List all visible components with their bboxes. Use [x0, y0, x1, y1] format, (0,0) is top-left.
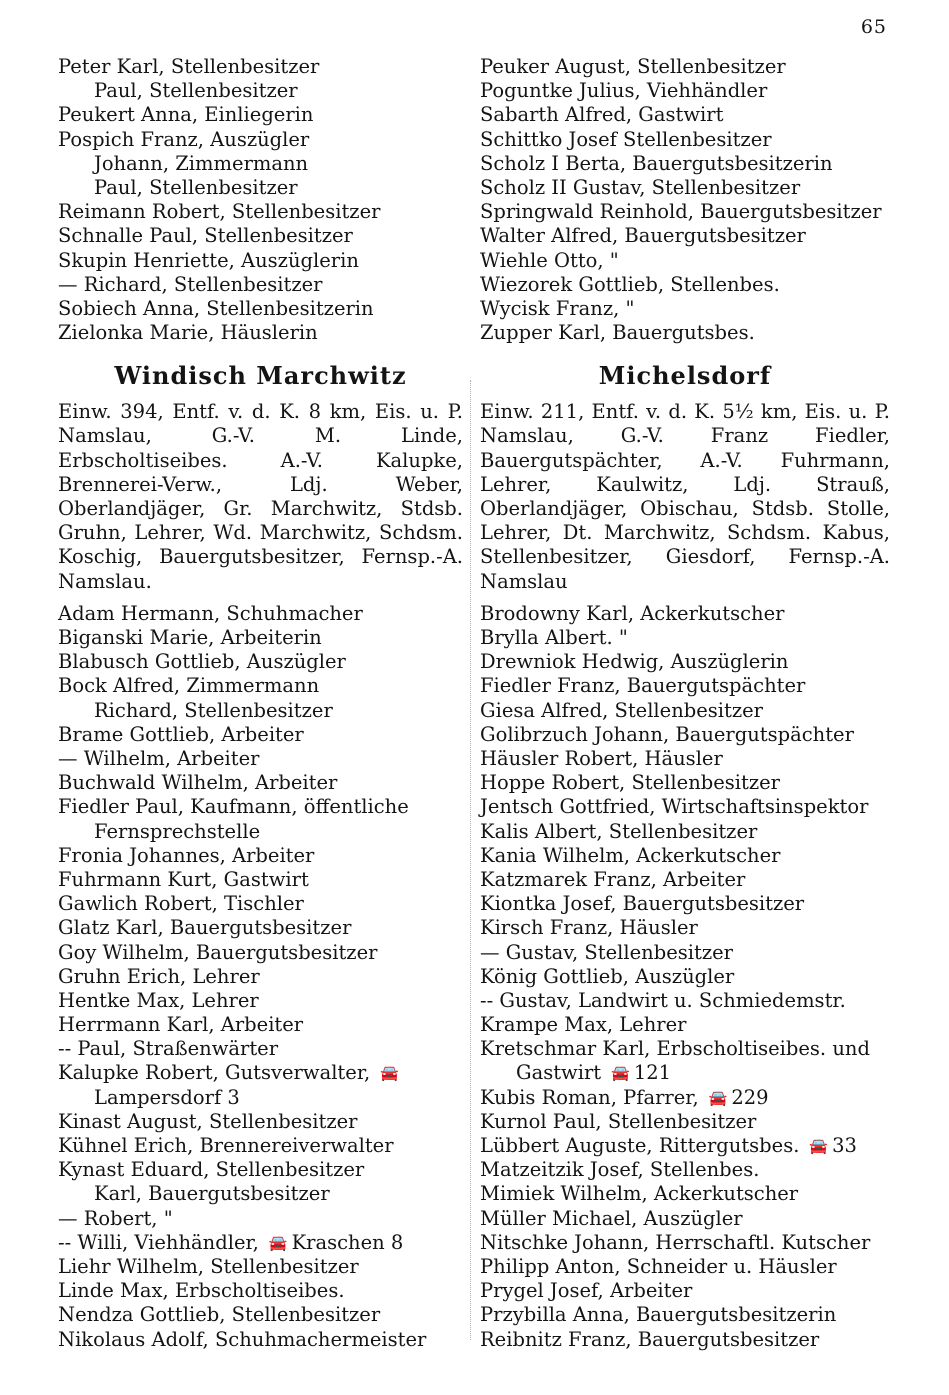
entry-text: Liehr Wilhelm, Stellenbesitzer	[58, 1254, 359, 1278]
entry-text: Katzmarek Franz, Arbeiter	[480, 867, 746, 891]
directory-entry	[58, 1037, 463, 1061]
entry-text: Przybilla Anna, Bauergutsbesitzerin	[480, 1303, 837, 1327]
directory-entry	[58, 79, 463, 103]
directory-entry	[58, 965, 463, 989]
directory-entry	[58, 1182, 463, 1206]
directory-entry	[58, 200, 463, 224]
entry-number: 121	[633, 1061, 672, 1085]
directory-entry	[480, 989, 890, 1013]
directory-entry	[480, 1013, 890, 1037]
directory-entry	[58, 795, 463, 819]
directory-entry	[480, 723, 890, 747]
directory-entry	[480, 699, 890, 723]
directory-entry	[58, 152, 463, 176]
directory-entry	[480, 321, 890, 345]
entry-text: -- Gustav, Landwirt u. Schmiedemstr.	[480, 988, 846, 1012]
left-column	[58, 55, 463, 1352]
entry-text: Reibnitz Franz, Bauergutsbesitzer	[480, 1327, 820, 1351]
entry-text: Golibrzuch Johann, Bauergutspächter	[480, 722, 854, 746]
directory-entry	[58, 771, 463, 795]
directory-entry	[58, 892, 463, 916]
entry-text: Zielonka Marie, Häuslerin	[58, 321, 318, 345]
entry-text: Sabarth Alfred, Gastwirt	[480, 103, 724, 127]
telephone-car-icon: 🚘	[708, 1088, 728, 1107]
directory-entry	[480, 1037, 890, 1061]
entry-text: Kirsch Franz, Häusler	[480, 916, 698, 940]
entry-text: Kynast Eduard, Stellenbesitzer	[58, 1158, 365, 1182]
entry-text: Fiedler Paul, Kaufmann, öffentliche	[58, 795, 409, 819]
entry-text: Fiedler Franz, Bauergutspächter	[480, 674, 806, 698]
entry-text: Scholz II Gustav, Stellenbesitzer	[480, 175, 801, 199]
directory-entry	[480, 916, 890, 940]
directory-entry	[480, 1061, 890, 1085]
directory-entry	[58, 626, 463, 650]
entry-text: Karl, Bauergutsbesitzer	[94, 1182, 330, 1206]
entry-text: Poguntke Julius, Viehhändler	[480, 79, 768, 103]
directory-entry	[480, 892, 890, 916]
village-heading-windisch-marchwitz: Windisch Marchwitz	[114, 361, 407, 391]
directory-entry	[480, 1279, 890, 1303]
michelsdorf-entry-list	[480, 602, 890, 1352]
entry-text: Müller Michael, Auszügler	[480, 1206, 743, 1230]
directory-entry	[480, 297, 890, 321]
directory-entry	[58, 1255, 463, 1279]
directory-entry	[58, 699, 463, 723]
telephone-car-icon: 🚘	[809, 1137, 829, 1155]
entry-text: Gruhn Erich, Lehrer	[58, 964, 260, 988]
directory-entry	[480, 650, 890, 674]
entry-text: Peuker August, Stellenbesitzer	[480, 55, 786, 78]
entry-text: Wycisk Franz, "	[480, 296, 635, 320]
entry-text: Kinast August, Stellenbesitzer	[58, 1109, 358, 1133]
village-intro-michelsdorf: Einw. 211, Entf. v. d. K. 5½ km, Eis. u. P. Namslau, G.-V. Franz Fiedler, Bauergutspächter, A.-V. Fuhrmann, Lehrer, Kaulwitz, Ldj. Strauß, Oberlandjäger, Obischau, Stdsb. Stolle, Lehrer, Dt. Marchwitz, Schdsm. Kabus, Stellenbesitzer, Giesdorf, Fernsp.-A. Namslau	[480, 400, 890, 593]
directory-entry	[58, 321, 463, 345]
entry-text: Reimann Robert, Stellenbesitzer	[58, 200, 381, 224]
directory-entry	[480, 965, 890, 989]
village-intro-windisch-marchwitz: Einw. 394, Entf. v. d. K. 8 km, Eis. u. P. Namslau, G.-V. M. Linde, Erbscholtiseibes. A.-V. Kalupke, Brennerei-Verw., Ldj. Weber, Oberlandjäger, Gr. Marchwitz, Stdsb. Gruhn, Lehrer, Wd. Marchwitz, Schdsm. Koschig, Bauergutsbesitzer, Fernsp.-A. Namslau.	[58, 400, 463, 593]
directory-entry	[58, 1328, 463, 1352]
entry-text: König Gottlieb, Auszügler	[480, 964, 735, 988]
entry-number: 33	[832, 1134, 857, 1157]
entry-text: -- Paul, Straßenwärter	[58, 1037, 279, 1061]
directory-entry	[480, 1255, 890, 1279]
entry-text: Brylla Albert. "	[480, 626, 628, 650]
directory-entry	[480, 1303, 890, 1327]
telephone-car-icon: 🚘	[268, 1233, 288, 1252]
entry-text: Matzeitzik Josef, Stellenbes.	[480, 1158, 760, 1182]
entry-text: Peter Karl, Stellenbesitzer	[58, 55, 320, 78]
entry-text: Johann, Zimmermann	[94, 151, 309, 175]
directory-entry	[58, 1134, 463, 1158]
directory-entry	[480, 79, 890, 103]
entry-text: Bock Alfred, Zimmermann	[58, 674, 320, 698]
entry-text: Jentsch Gottfried, Wirtschaftsinspektor	[480, 795, 869, 819]
entry-text: Mimiek Wilhelm, Ackerkutscher	[480, 1182, 799, 1206]
entry-text: Kretschmar Karl, Erbscholtiseibes. und	[480, 1037, 870, 1061]
entry-text: Paul, Stellenbesitzer	[94, 79, 298, 103]
entry-number: Kraschen 8	[291, 1230, 404, 1254]
entry-text: Fernsprechstelle	[94, 819, 261, 843]
windisch-marchwitz-entry-list	[58, 602, 463, 1352]
entry-text: Sobiech Anna, Stellenbesitzerin	[58, 296, 374, 320]
entry-text: Nikolaus Adolf, Schuhmachermeister	[58, 1327, 427, 1351]
page-number: 65	[860, 16, 887, 38]
entry-text: Wiehle Otto, "	[480, 248, 619, 272]
entry-text: Brodowny Karl, Ackerkutscher	[480, 601, 785, 625]
directory-entry	[58, 1207, 463, 1231]
directory-entry	[480, 868, 890, 892]
entry-text: Adam Hermann, Schuhmacher	[58, 601, 363, 625]
entry-text: Herrmann Karl, Arbeiter	[58, 1013, 304, 1037]
directory-entry	[58, 224, 463, 248]
directory-entry	[58, 941, 463, 965]
directory-entry	[480, 1207, 890, 1231]
directory-entry	[480, 941, 890, 965]
entry-text: Gawlich Robert, Tischler	[58, 892, 304, 916]
entry-text: Kalis Albert, Stellenbesitzer	[480, 819, 758, 843]
directory-entry	[58, 297, 463, 321]
directory-entry	[480, 1328, 890, 1352]
entry-text: Kalupke Robert, Gutsverwalter,	[58, 1061, 371, 1085]
directory-entry	[58, 55, 463, 79]
entry-text: Kühnel Erich, Brennereiverwalter	[58, 1134, 394, 1157]
telephone-car-icon: 🚘	[380, 1064, 399, 1083]
entry-text: Giesa Alfred, Stellenbesitzer	[480, 698, 764, 722]
directory-entry	[480, 103, 890, 127]
directory-entry	[58, 128, 463, 152]
right-top-entry-list	[480, 55, 890, 345]
left-top-entry-list	[58, 55, 463, 345]
directory-entry	[58, 1279, 463, 1303]
entry-text: Biganski Marie, Arbeiterin	[58, 626, 322, 650]
entry-text: Peukert Anna, Einliegerin	[58, 103, 314, 127]
directory-entry	[58, 273, 463, 297]
entry-text: Blabusch Gottlieb, Auszügler	[58, 650, 346, 674]
entry-text: — Gustav, Stellenbesitzer	[480, 940, 733, 964]
directory-entry	[58, 674, 463, 698]
directory-entry	[480, 844, 890, 868]
directory-entry	[480, 1134, 890, 1158]
entry-text: Kurnol Paul, Stellenbesitzer	[480, 1109, 757, 1133]
entry-text: Kubis Roman, Pfarrer,	[480, 1085, 699, 1109]
directory-entry	[480, 152, 890, 176]
directory-entry	[480, 176, 890, 200]
directory-entry	[480, 1086, 890, 1110]
entry-number: 229	[731, 1085, 769, 1109]
directory-entry	[58, 989, 463, 1013]
entry-text: Paul, Stellenbesitzer	[94, 175, 298, 199]
entry-text: Springwald Reinhold, Bauergutsbesitzer	[480, 200, 882, 224]
entry-text: Fronia Johannes, Arbeiter	[58, 843, 315, 867]
entry-text: Skupin Henriette, Auszüglerin	[58, 248, 359, 272]
entry-text: Zupper Karl, Bauergutsbes.	[480, 321, 755, 345]
directory-entry	[58, 103, 463, 127]
directory-entry	[58, 1231, 463, 1255]
entry-text: — Robert, "	[58, 1206, 173, 1230]
entry-text: Kania Wilhelm, Ackerkutscher	[480, 843, 781, 867]
entry-text: Häusler Robert, Häusler	[480, 747, 723, 770]
entry-text: — Richard, Stellenbesitzer	[58, 272, 323, 296]
entry-text: Nendza Gottlieb, Stellenbesitzer	[58, 1303, 381, 1327]
entry-text: Hoppe Robert, Stellenbesitzer	[480, 771, 780, 795]
entry-text: Prygel Josef, Arbeiter	[480, 1279, 693, 1303]
directory-entry	[58, 820, 463, 844]
entry-text: Krampe Max, Lehrer	[480, 1013, 687, 1037]
entry-text: Schnalle Paul, Stellenbesitzer	[58, 224, 353, 248]
entry-text: Buchwald Wilhelm, Arbeiter	[58, 771, 338, 795]
entry-text: Gastwirt	[516, 1061, 602, 1085]
column-divider	[470, 380, 472, 1340]
entry-text: Hentke Max, Lehrer	[58, 988, 259, 1012]
entry-text: Lampersdorf 3	[94, 1085, 240, 1109]
directory-entry	[480, 795, 890, 819]
entry-text: Kiontka Josef, Bauergutsbesitzer	[480, 892, 805, 916]
directory-entry	[480, 273, 890, 297]
directory-entry	[480, 55, 890, 79]
directory-entry	[58, 1086, 463, 1110]
directory-entry	[58, 249, 463, 273]
directory-entry	[58, 1061, 463, 1085]
directory-entry	[480, 1231, 890, 1255]
directory-entry	[480, 771, 890, 795]
directory-entry	[480, 1182, 890, 1206]
entry-text: Drewniok Hedwig, Auszüglerin	[480, 650, 789, 674]
directory-entry	[480, 626, 890, 650]
directory-entry	[58, 868, 463, 892]
entry-text: Glatz Karl, Bauergutsbesitzer	[58, 916, 352, 940]
directory-entry	[480, 747, 890, 771]
entry-text: Fuhrmann Kurt, Gastwirt	[58, 867, 309, 891]
telephone-car-icon: 🚘	[611, 1064, 630, 1083]
entry-text: Brame Gottlieb, Arbeiter	[58, 722, 304, 746]
entry-text: Linde Max, Erbscholtiseibes.	[58, 1279, 345, 1303]
entry-text: Pospich Franz, Auszügler	[58, 127, 310, 151]
directory-entry	[480, 224, 890, 248]
entry-text: Richard, Stellenbesitzer	[94, 698, 333, 722]
directory-entry	[480, 1158, 890, 1182]
right-column	[480, 55, 890, 1352]
entry-text: — Wilhelm, Arbeiter	[58, 747, 260, 770]
directory-entry	[58, 747, 463, 771]
directory-entry	[480, 602, 890, 626]
directory-entry	[480, 1110, 890, 1134]
directory-entry	[480, 820, 890, 844]
directory-entry	[480, 249, 890, 273]
entry-text: Schittko Josef Stellenbesitzer	[480, 127, 772, 151]
directory-entry	[58, 1303, 463, 1327]
directory-entry	[58, 1013, 463, 1037]
entry-text: Goy Wilhelm, Bauergutsbesitzer	[58, 940, 378, 964]
directory-entry	[58, 602, 463, 626]
directory-entry	[58, 1110, 463, 1134]
entry-text: Nitschke Johann, Herrschaftl. Kutscher	[480, 1230, 871, 1254]
entry-text: -- Willi, Viehhändler,	[58, 1230, 259, 1254]
directory-entry	[480, 200, 890, 224]
directory-entry	[480, 674, 890, 698]
directory-entry	[58, 844, 463, 868]
directory-entry	[58, 650, 463, 674]
village-heading-michelsdorf: Michelsdorf	[598, 361, 772, 391]
directory-entry	[480, 128, 890, 152]
directory-entry	[58, 1158, 463, 1182]
entry-text: Philipp Anton, Schneider u. Häusler	[480, 1254, 837, 1278]
entry-text: Walter Alfred, Bauergutsbesitzer	[480, 224, 806, 248]
directory-entry	[58, 723, 463, 747]
directory-entry	[58, 176, 463, 200]
entry-text: Lübbert Auguste, Rittergutsbes.	[480, 1134, 800, 1157]
entry-text: Wiezorek Gottlieb, Stellenbes.	[480, 272, 780, 296]
entry-text: Scholz I Berta, Bauergutsbesitzerin	[480, 151, 833, 175]
directory-entry	[58, 916, 463, 940]
